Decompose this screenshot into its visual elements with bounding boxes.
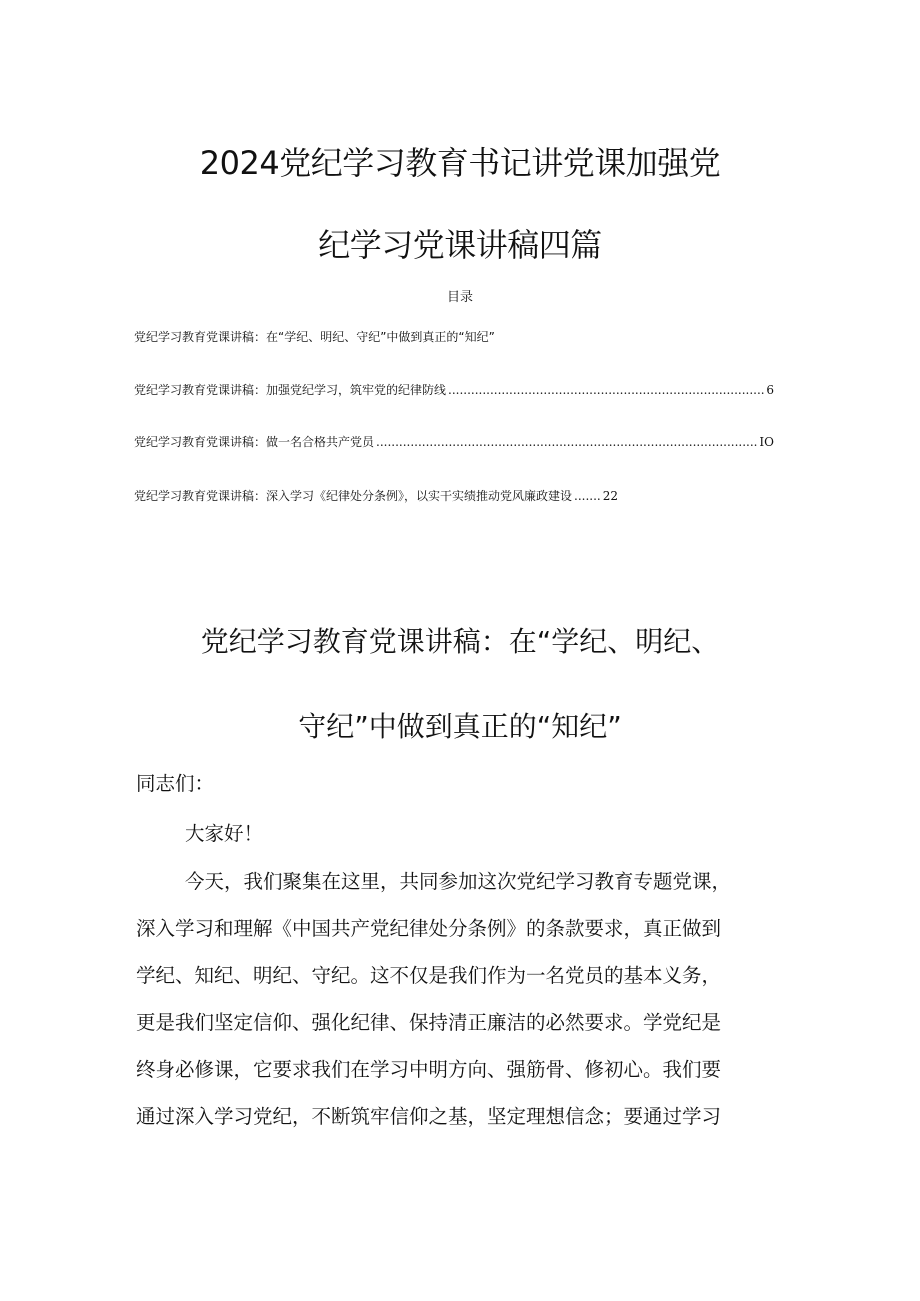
toc-page-number: 6 (766, 383, 774, 397)
section-title-line-2: 守纪”中做到真正的“知纪” (298, 710, 622, 743)
salutation: 同志们： (136, 772, 215, 795)
toc-entry-text: 党纪学习教育党课讲稿：做一名合格共产党员 (134, 435, 375, 449)
toc-entry-text: 党纪学习教育党课讲稿：深入学习《纪律处分条例》，以实干实绩推动党风廉政建设 (134, 489, 573, 503)
section-title-line-1: 党纪学习教育党课讲稿：在“学纪、明纪、 (200, 625, 720, 658)
paragraph-line: 今天，我们聚集在这里，共同参加这次党纪学习教育专题党课， (185, 870, 732, 893)
paragraph-line: 终身必修课，它要求我们在学习中明方向、强筋骨、修初心。我们要 (136, 1058, 722, 1081)
toc-entry[interactable] (134, 432, 774, 452)
toc-entry[interactable] (134, 486, 724, 506)
paragraph-line: 学纪、知纪、明纪、守纪。这不仅是我们作为一名党员的基本义务， (136, 964, 722, 987)
document-title-line-1: 2024党纪学习教育书记讲党课加强党 (199, 144, 721, 182)
toc-entry[interactable] (134, 380, 774, 400)
paragraph-line: 深入学习和理解《中国共产党纪律处分条例》的条款要求，真正做到 (136, 917, 722, 940)
toc-page-number: IO (759, 435, 774, 449)
toc-heading: 目录 (446, 290, 473, 305)
paragraph-line: 通过深入学习党纪，不断筑牢信仰之基，坚定理想信念；要通过学习 (136, 1105, 722, 1128)
toc-page-number: 22 (602, 489, 618, 503)
toc-entry-text: 党纪学习教育党课讲稿：在“学纪、明纪、守纪”中做到真正的“知纪” (134, 330, 495, 344)
toc-dot-leader (448, 380, 764, 400)
toc-dot-leader (376, 432, 757, 452)
toc-entry-text: 党纪学习教育党课讲稿：加强党纪学习，筑牢党的纪律防线 (134, 383, 447, 397)
paragraph-line: 更是我们坚定信仰、强化纪律、保持清正廉洁的必然要求。学党纪是 (136, 1011, 722, 1034)
greeting: 大家好！ (185, 822, 264, 845)
toc-dot-leader (574, 486, 601, 506)
toc-entry[interactable] (134, 327, 604, 347)
document-title-line-2: 纪学习党课讲稿四篇 (318, 226, 602, 264)
